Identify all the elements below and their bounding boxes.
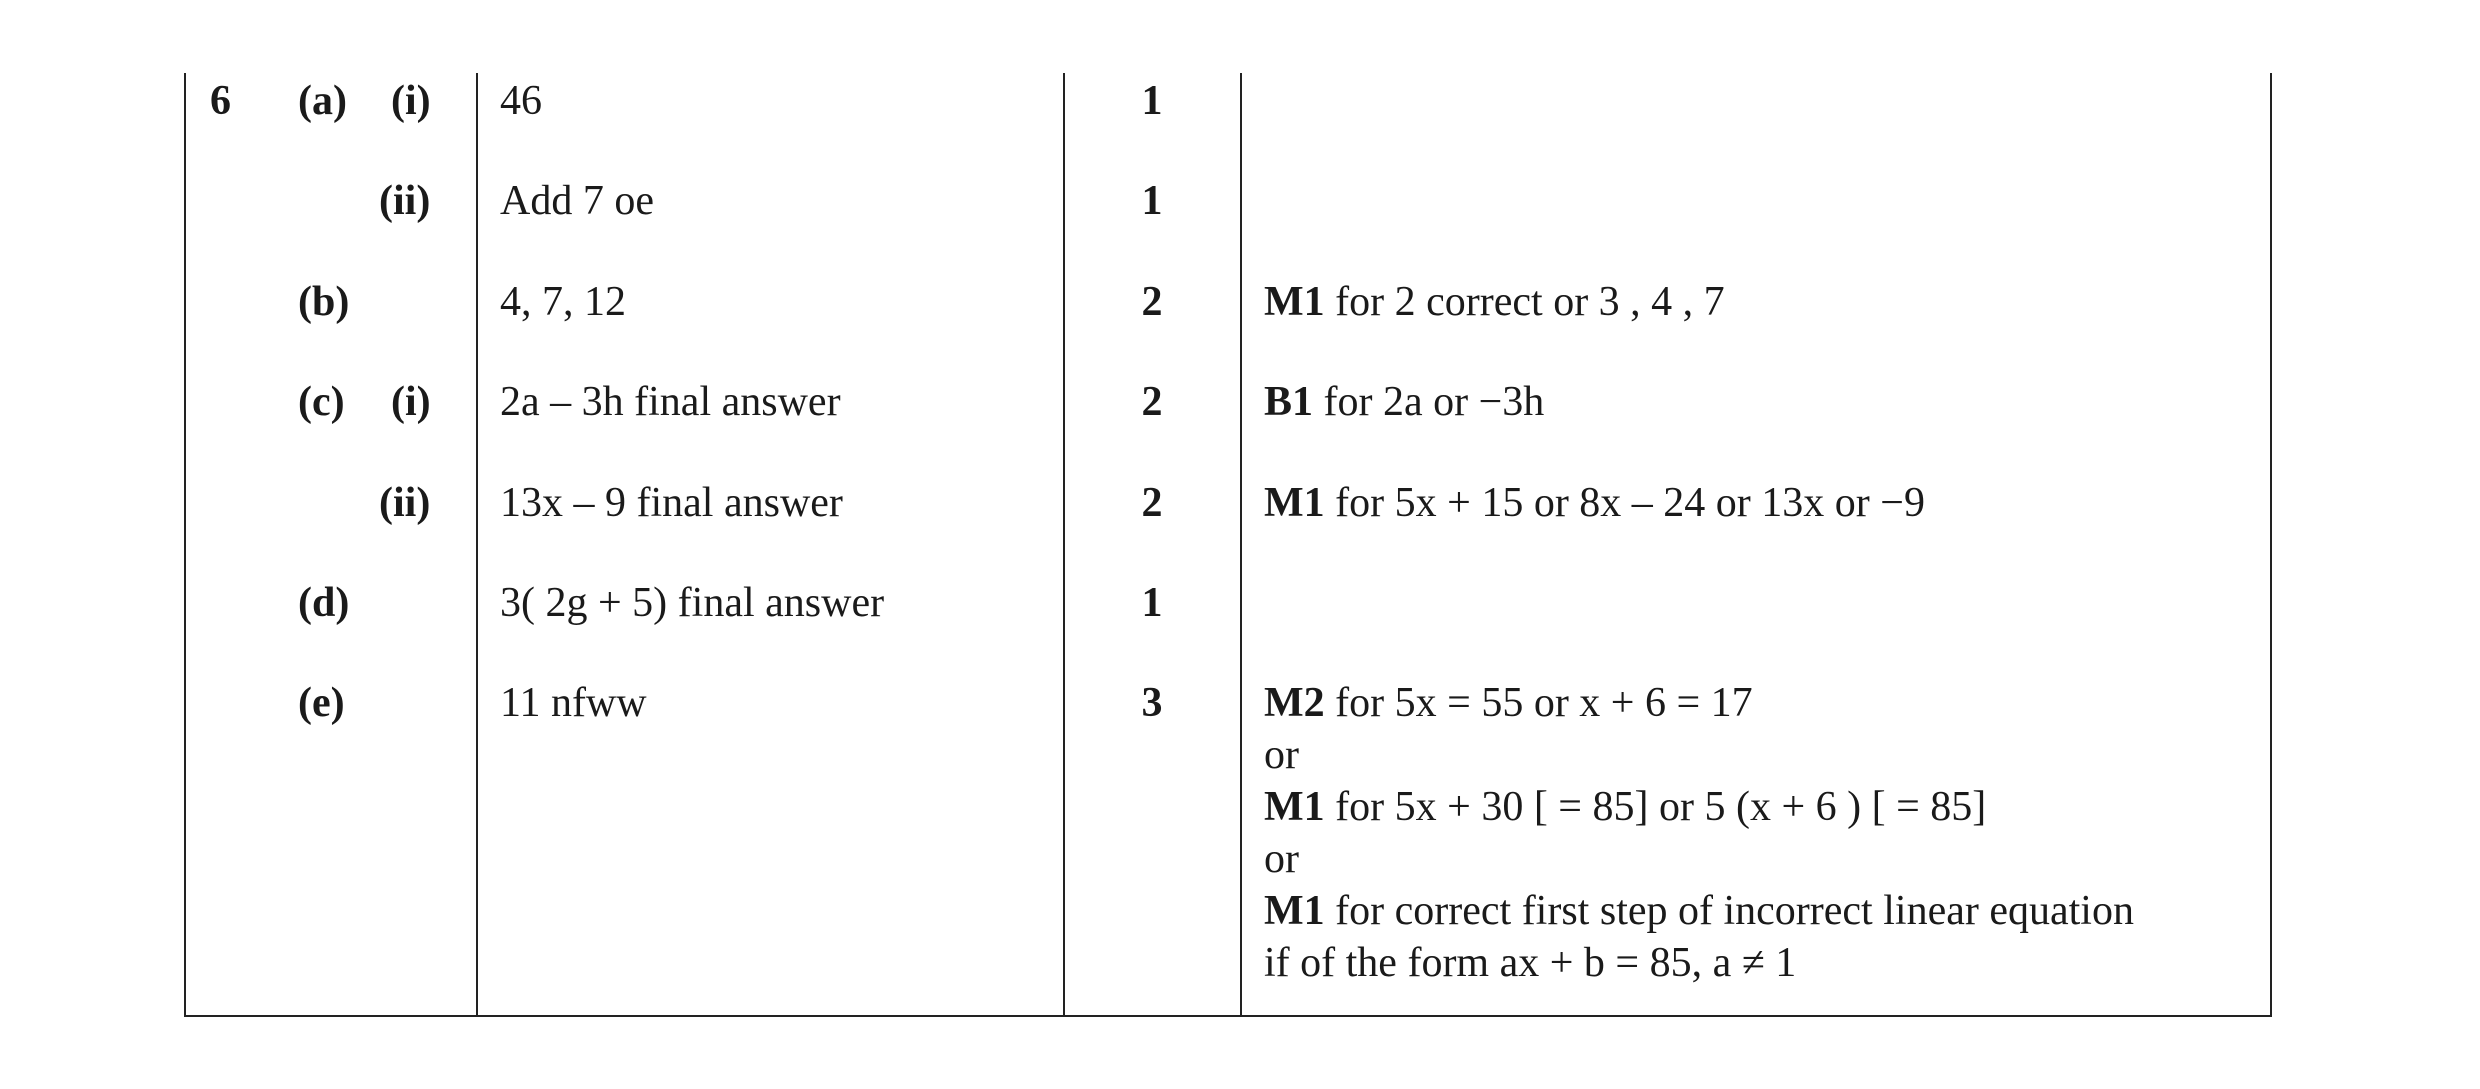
answer-cell: 4, 7, 12 [500, 279, 626, 325]
subpart-label: (ii) [379, 480, 431, 526]
guidance-line [1264, 781, 2134, 833]
guidance-text: for 2 correct or 3 , 4 , 7 [1324, 279, 1725, 325]
answer-cell: 11 nfww [500, 680, 647, 726]
mark-scheme-table [184, 73, 2272, 1017]
subpart-label: (ii) [379, 178, 431, 224]
guidance-mark-code: M1 [1264, 279, 1325, 325]
marks-cell: 2 [1141, 279, 1163, 325]
guidance-text: if of the form ax + b = 85, a ≠ 1 [1264, 940, 1797, 986]
guidance-text: for 5x = 55 or x + 6 = 17 [1324, 680, 1753, 726]
guidance-line [1264, 937, 2134, 989]
guidance-text: or [1264, 836, 1299, 882]
guidance-cell [1264, 477, 1925, 529]
column-divider [1240, 73, 1242, 1015]
guidance-mark-code: M2 [1264, 680, 1325, 726]
guidance-line [1264, 677, 2134, 729]
guidance-text: for 5x + 15 or 8x – 24 or 13x or −9 [1324, 480, 1925, 526]
marks-cell: 1 [1141, 178, 1163, 224]
guidance-text: for correct first step of incorrect linear equation [1324, 888, 2134, 934]
guidance-mark-code: B1 [1264, 379, 1314, 425]
subpart-label: (i) [391, 379, 431, 425]
guidance-text: or [1264, 732, 1299, 778]
part-label: (a) [298, 78, 347, 124]
guidance-mark-code: M1 [1264, 888, 1325, 934]
column-divider [476, 73, 478, 1015]
guidance-cell [1264, 276, 1725, 328]
answer-cell: 3( 2g + 5) final answer [500, 580, 885, 626]
marks-cell: 1 [1141, 580, 1163, 626]
guidance-text: for 2a or −3h [1313, 379, 1545, 425]
guidance-line [1264, 729, 2134, 781]
marks-cell: 1 [1141, 78, 1163, 124]
guidance-line [1264, 833, 2134, 885]
answer-cell: 13x – 9 final answer [500, 480, 843, 526]
part-label: (c) [298, 379, 345, 425]
guidance-text: for 5x + 30 [ = 85] or 5 (x + 6 ) [ = 85] [1324, 784, 1987, 830]
guidance-line [1264, 885, 2134, 937]
guidance-cell [1264, 677, 2134, 989]
marks-cell: 2 [1141, 480, 1163, 526]
subpart-label: (i) [391, 78, 431, 124]
guidance-mark-code: M1 [1264, 784, 1325, 830]
marks-cell: 3 [1141, 680, 1163, 726]
answer-cell: 2a – 3h final answer [500, 379, 841, 425]
answer-cell: Add 7 oe [500, 178, 654, 224]
question-number: 6 [210, 78, 231, 124]
part-label: (e) [298, 680, 345, 726]
marks-cell: 2 [1141, 379, 1163, 425]
guidance-mark-code: M1 [1264, 480, 1325, 526]
guidance-cell [1264, 376, 1544, 428]
answer-cell: 46 [500, 78, 542, 124]
part-label: (d) [298, 580, 350, 626]
part-label: (b) [298, 279, 350, 325]
